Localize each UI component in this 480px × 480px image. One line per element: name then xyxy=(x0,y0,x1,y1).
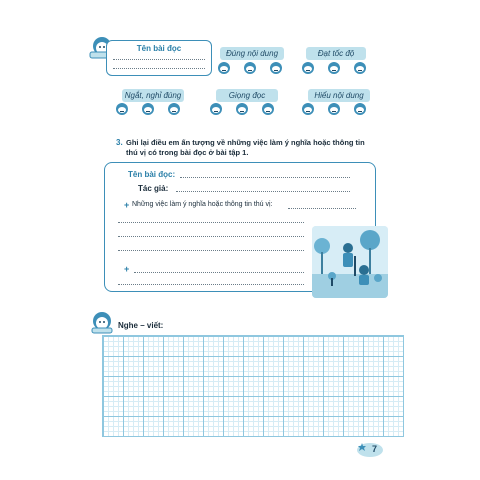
face-sad-icon[interactable] xyxy=(354,62,366,74)
rating-label-speed: Đạt tốc độ xyxy=(306,47,366,60)
rating-faces-content xyxy=(218,62,282,74)
bullet-plus-icon-2: + xyxy=(124,264,130,274)
rating-label-voice: Giọng đọc xyxy=(216,89,278,102)
answer-line-2[interactable] xyxy=(118,222,304,223)
face-happy-icon[interactable] xyxy=(116,103,128,115)
handwriting-grid[interactable] xyxy=(102,335,404,437)
face-neutral-icon[interactable] xyxy=(236,103,248,115)
answer-line-4[interactable] xyxy=(118,250,304,251)
tree-planting-illustration xyxy=(312,226,388,298)
face-happy-icon[interactable] xyxy=(302,103,314,115)
exercise-prompt-line-1: Ghi lại điều em ấn tượng về những việc làm ý nghĩa hoặc thông tin xyxy=(126,138,365,147)
face-neutral-icon[interactable] xyxy=(328,103,340,115)
rating-faces-pauses xyxy=(116,103,180,115)
face-neutral-icon[interactable] xyxy=(142,103,154,115)
face-neutral-icon[interactable] xyxy=(244,62,256,74)
answer-line-3[interactable] xyxy=(118,236,304,237)
rating-label-comprehension: Hiểu nội dung xyxy=(308,89,370,102)
answer-author-line[interactable] xyxy=(176,191,350,192)
answer-title-line[interactable] xyxy=(180,177,350,178)
answer-line-6[interactable] xyxy=(118,284,304,285)
face-sad-icon[interactable] xyxy=(168,103,180,115)
face-happy-icon[interactable] xyxy=(218,62,230,74)
mascot-writing-icon xyxy=(88,310,116,334)
face-sad-icon[interactable] xyxy=(262,103,274,115)
page-number-badge xyxy=(356,440,384,458)
exercise-prompt-line-2: thú vị có trong bài đọc ở bài tập 1. xyxy=(126,148,249,157)
face-happy-icon[interactable] xyxy=(210,103,222,115)
reading-title-label: Tên bài đọc xyxy=(136,44,182,53)
exercise-number: 3. xyxy=(116,138,123,147)
page-number: 7 xyxy=(372,444,378,454)
reading-title-card xyxy=(106,40,212,76)
answer-line-1[interactable] xyxy=(288,208,356,209)
answer-title-label: Tên bài đọc: xyxy=(128,170,176,179)
rating-label-pauses: Ngắt, nghỉ đúng xyxy=(122,89,184,102)
rating-label-content: Đúng nội dung xyxy=(220,47,284,60)
rating-faces-speed xyxy=(302,62,366,74)
rating-faces-comprehension xyxy=(302,103,366,115)
rating-faces-voice xyxy=(210,103,274,115)
reading-title-line-1[interactable] xyxy=(113,59,205,60)
bullet-plus-icon: + xyxy=(124,200,130,210)
answer-author-label: Tác giả: xyxy=(138,184,169,193)
answer-bullet-label: Những việc làm ý nghĩa hoặc thông tin thú vị: xyxy=(132,201,273,208)
face-happy-icon[interactable] xyxy=(302,62,314,74)
dictation-label: Nghe – viết: xyxy=(118,321,164,330)
face-sad-icon[interactable] xyxy=(354,103,366,115)
face-sad-icon[interactable] xyxy=(270,62,282,74)
face-neutral-icon[interactable] xyxy=(328,62,340,74)
reading-title-line-2[interactable] xyxy=(113,68,205,69)
answer-line-5[interactable] xyxy=(134,272,304,273)
